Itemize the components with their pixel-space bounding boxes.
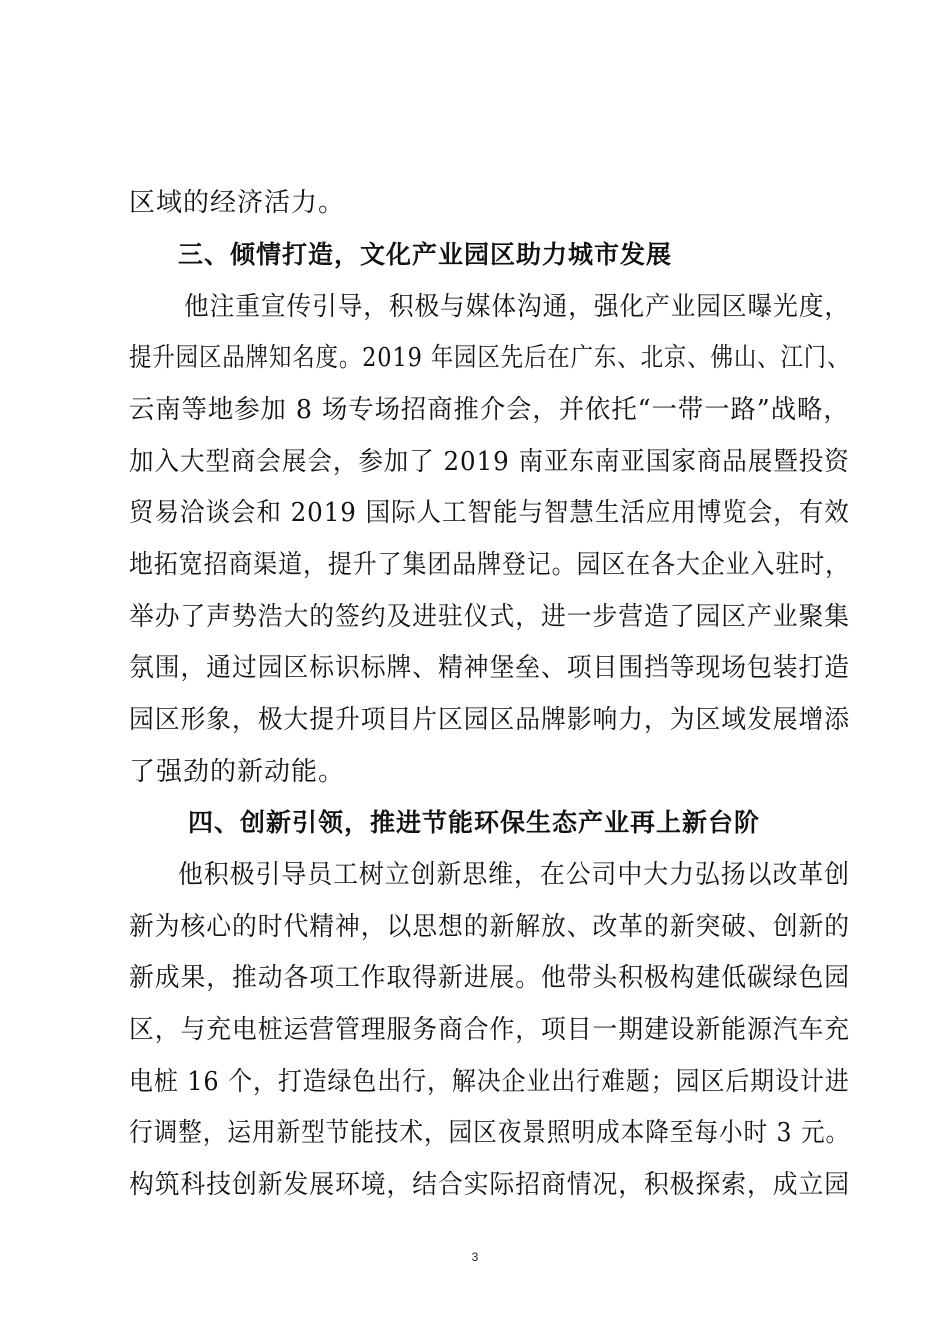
text-line: 园区形象，极大提升项目片区园区品牌影响力，为区域发展增添 (129, 705, 851, 735)
text-line: 行调整，运用新型节能技术，园区夜景照明成本降至每小时 3 元。 (129, 1118, 851, 1148)
text-line: 贸易洽谈会和 2019 国际人工智能与智慧生活应用博览会，有效 (129, 498, 850, 528)
text-line: 区，与充电桩运营管理服务商合作，项目一期建设新能源汽车充 (129, 1015, 851, 1045)
section-heading: 三、倾情打造，文化产业园区助力城市发展 (178, 240, 673, 269)
text-line: 区域的经济活力。 (129, 188, 346, 218)
page-number: 3 (471, 1250, 479, 1264)
text-line: 氛围，通过园区标识标牌、精神堡垒、项目围挡等现场包装打造 (129, 653, 851, 683)
text-line: 加入大型商会展会，参加了 2019 南亚东南亚国家商品展暨投资 (129, 447, 850, 477)
text-line: 地拓宽招商渠道，提升了集团品牌登记。园区在各大企业入驻时， (129, 550, 851, 580)
text-line: 新为核心的时代精神，以思想的新解放、改革的新突破、创新的 (129, 912, 851, 942)
section-heading: 四、创新引领，推进节能环保生态产业再上新台阶 (188, 808, 761, 837)
text-line: 新成果，推动各项工作取得新进展。他带头积极构建低碳绿色园 (129, 963, 851, 993)
text-line: 他注重宣传引导，积极与媒体沟通，强化产业园区曝光度， (184, 292, 851, 322)
text-line: 电桩 16 个，打造绿色出行，解决企业出行难题；园区后期设计进 (129, 1067, 850, 1097)
text-line: 举办了声势浩大的签约及进驻仪式，进一步营造了园区产业聚集 (129, 602, 851, 632)
text-line: 提升园区品牌知名度。2019 年园区先后在广东、北京、佛山、江门、 (129, 343, 851, 373)
text-line: 云南等地参加 8 场专场招商推介会，并依托“一带一路”战略， (129, 395, 850, 425)
text-line: 了强劲的新动能。 (129, 757, 346, 787)
text-line: 他积极引导员工树立创新思维，在公司中大力弘扬以改革创 (178, 860, 851, 890)
text-line: 构筑科技创新发展环境，结合实际招商情况，积极探索，成立园 (129, 1170, 851, 1200)
